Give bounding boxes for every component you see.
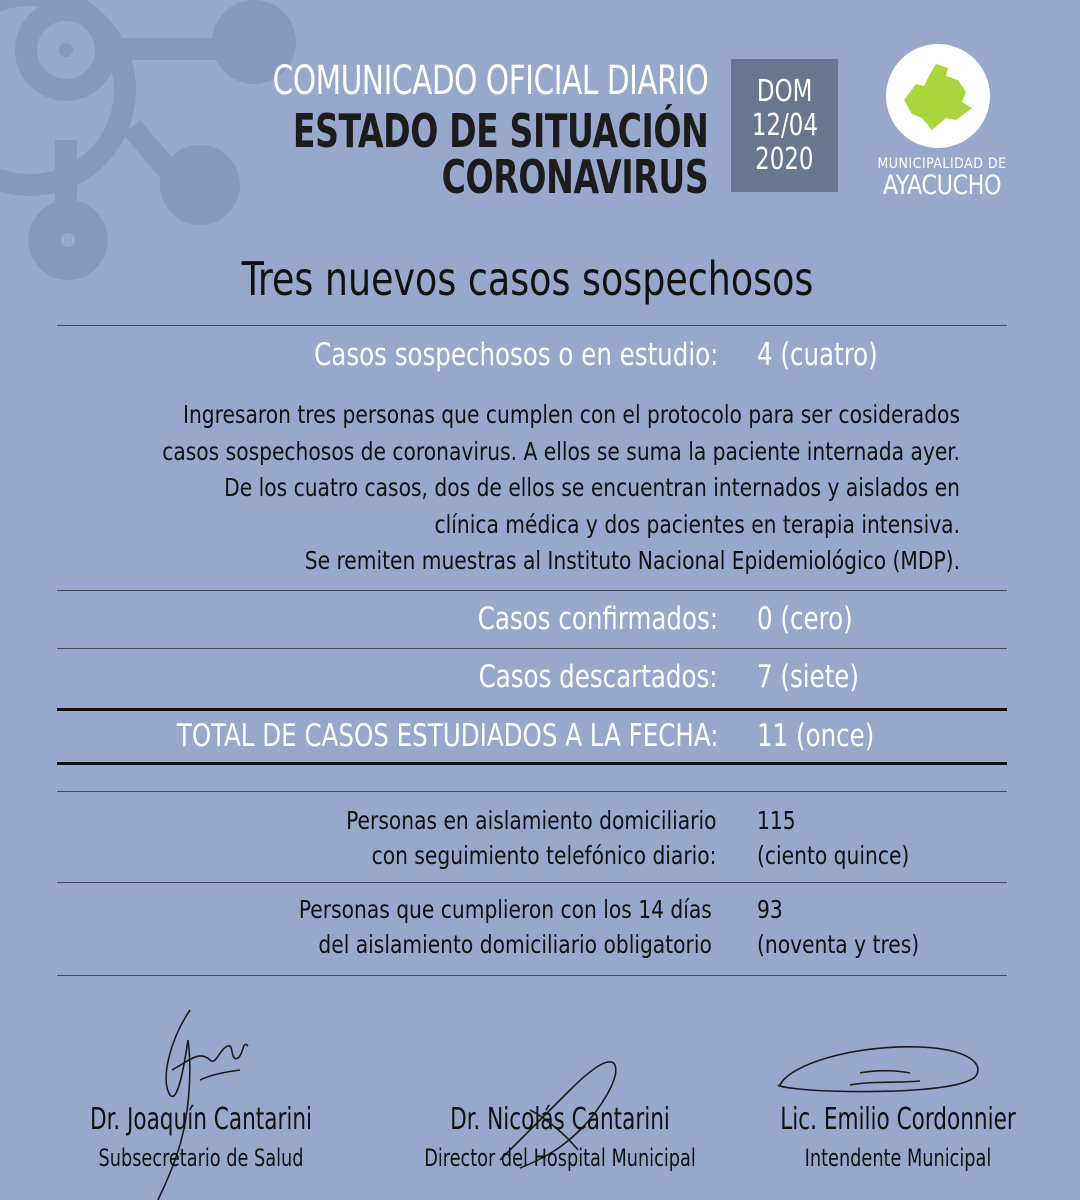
signer-2-role: Director del Hospital Municipal	[424, 1144, 696, 1172]
signer-3-role: Intendente Municipal	[804, 1144, 992, 1172]
signer-2-name: Dr. Nicolás Cantarini	[450, 1102, 670, 1137]
home-isolation-label-line1: Personas en aislamiento domiciliario	[345, 806, 716, 835]
total-cases-label: TOTAL DE CASOS ESTUDIADOS A LA FECHA:	[176, 718, 718, 754]
description-line: Ingresaron tres personas que cumplen con el protocolo para ser cosiderados	[182, 400, 961, 429]
home-isolation-value-number: 115	[757, 806, 796, 835]
logo-text-line2: AYACUCHO	[882, 170, 1002, 201]
discarded-cases-label: Casos descartados:	[479, 659, 718, 695]
signer-1-name: Dr. Joaquín Cantarini	[90, 1102, 312, 1137]
divider	[57, 882, 1007, 883]
confirmed-cases-value: 0 (cero)	[757, 601, 853, 637]
date-box	[731, 59, 838, 192]
header-title-line2: ESTADO DE SITUACIÓN	[292, 104, 708, 158]
description-line: Se remiten muestras al Instituto Nacional Epidemiológico (MDP).	[304, 546, 960, 575]
home-isolation-label-line2: con seguimiento telefónico diario:	[371, 841, 716, 870]
divider	[57, 590, 1007, 591]
signer-3-name: Lic. Emilio Cordonnier	[780, 1102, 1016, 1137]
date-day: DOM	[756, 73, 813, 109]
home-isolation-value-words: (ciento quince)	[757, 841, 910, 870]
logo-text-line1: MUNICIPALIDAD DE	[877, 156, 1007, 172]
date-daymonth: 12/04	[751, 107, 818, 143]
suspected-cases-label: Casos sospechosos o en estudio:	[313, 337, 718, 373]
headline: Tres nuevos casos sospechosos	[241, 252, 814, 306]
description-paragraph	[20, 397, 960, 580]
completed-isolation-value-number: 93	[757, 895, 783, 924]
total-cases-value: 11 (once)	[757, 718, 875, 754]
completed-isolation-label	[253, 892, 712, 962]
description-line: clínica médica y dos pacientes en terapia intensiva.	[434, 509, 961, 539]
header-title-line3: CORONAVIRUS	[441, 150, 708, 204]
signer-1-role: Subsecretario de Salud	[98, 1144, 304, 1172]
suspected-cases-value: 4 (cuatro)	[757, 337, 878, 373]
completed-isolation-value	[757, 892, 937, 962]
completed-isolation-label-line2: del aislamiento domiciliario obligatorio	[318, 930, 712, 959]
municipality-logo	[862, 44, 1022, 204]
description-line: De los cuatro casos, dos de ellos se encuentran internados y aislados en	[224, 473, 961, 502]
signature-3-icon	[770, 1035, 990, 1105]
home-isolation-label	[305, 803, 716, 873]
divider-thick	[57, 762, 1007, 765]
header-title-line1: COMUNICADO OFICIAL DIARIO	[272, 58, 708, 104]
date-year: 2020	[755, 141, 814, 177]
completed-isolation-value-words: (noventa y tres)	[757, 930, 920, 959]
confirmed-cases-label: Casos confirmados:	[477, 601, 718, 637]
description-line: casos sospechosos de coronavirus. A ellos se suma la paciente internada ayer.	[162, 436, 961, 466]
divider	[57, 325, 1007, 326]
divider	[57, 791, 1007, 792]
divider	[57, 648, 1007, 649]
completed-isolation-label-line1: Personas que cumplieron con los 14 días	[299, 895, 712, 924]
divider-thick	[57, 708, 1007, 711]
discarded-cases-value: 7 (siete)	[757, 659, 859, 695]
map-shape-icon	[886, 44, 990, 148]
logo-circle	[886, 44, 990, 148]
home-isolation-value	[757, 803, 926, 873]
divider	[57, 975, 1007, 976]
